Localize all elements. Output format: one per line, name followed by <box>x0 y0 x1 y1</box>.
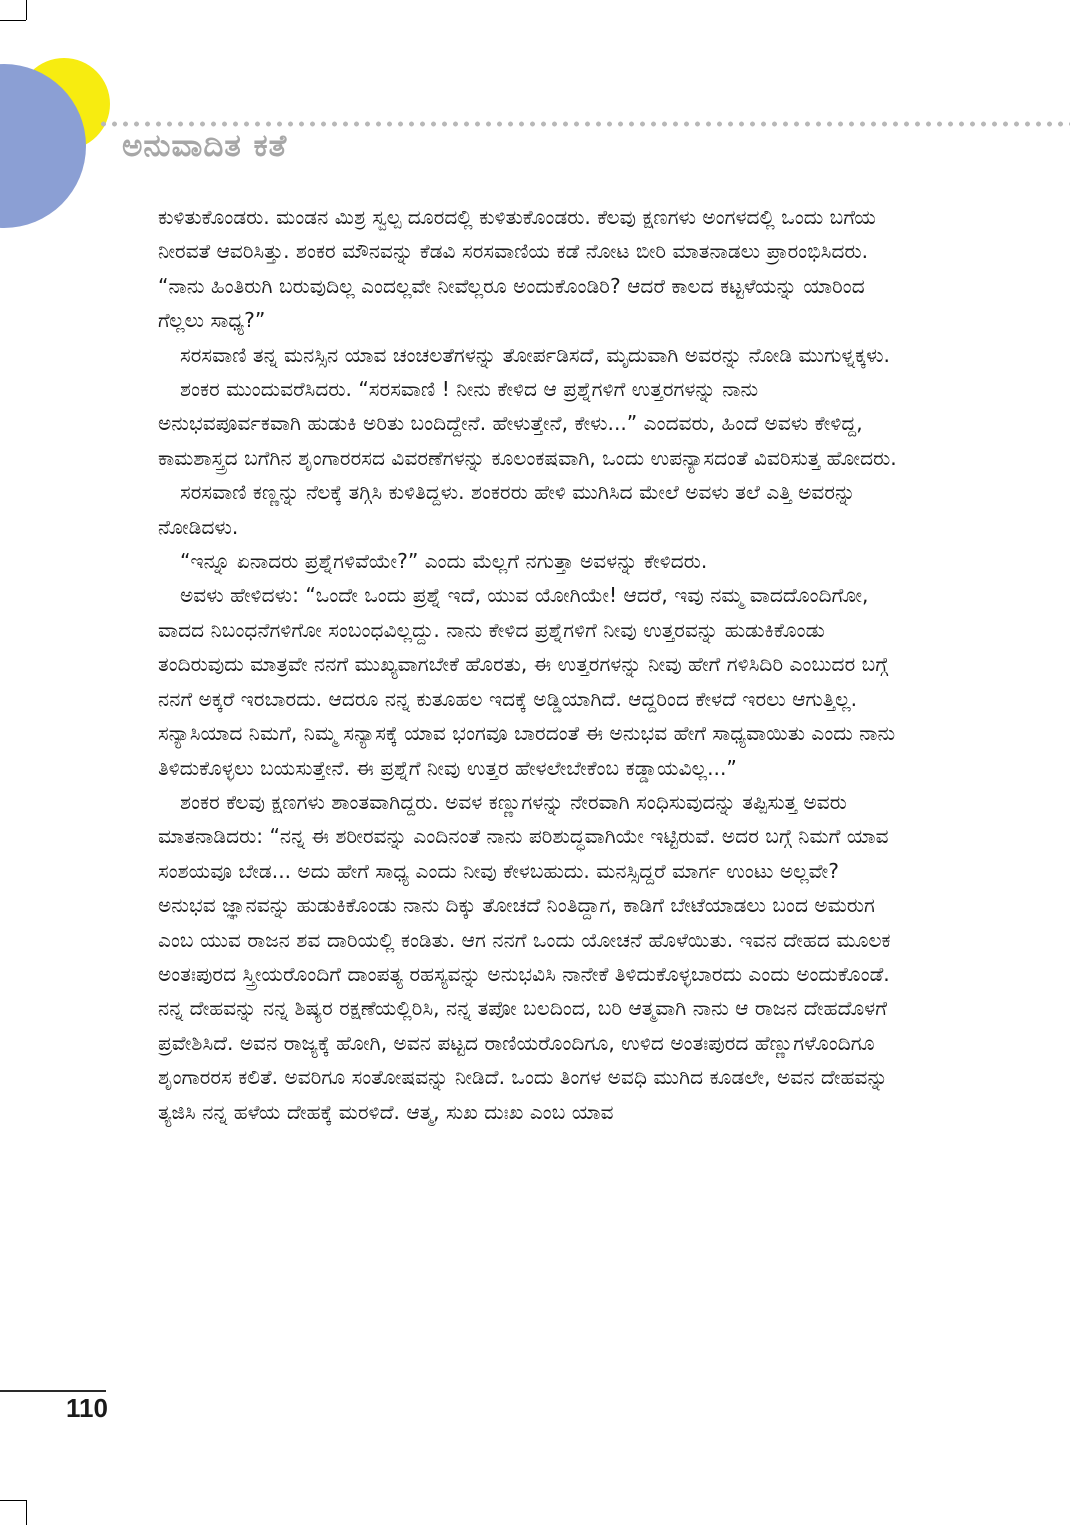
crop-mark-bottom-left-horizontal <box>0 1500 26 1501</box>
paragraph: ಸರಸವಾಣಿ ತನ್ನ ಮನಸ್ಸಿನ ಯಾವ ಚಂಚಲತೆಗಳನ್ನು ತೋರ್ಪಡಿಸದೆ, ಮೃದುವಾಗಿ ಅವರನ್ನು ನೋಡಿ ಮುಗುಳ್ನಕ್ಕಳು. <box>180 342 890 367</box>
paragraph: ಶಂಕರ ಕೆಲವು ಕ್ಷಣಗಳು ಶಾಂತವಾಗಿದ್ದರು. ಅವಳ ಕಣ್ಣುಗಳನ್ನು ನೇರವಾಗಿ ಸಂಧಿಸುವುದನ್ನು ತಪ್ಪಿಸುತ್ತ ಅವರು ಮಾತನಾಡಿದರು: “ನನ್ನ ಈ ಶರೀರವನ್ನು ಎಂದಿನಂತೆ ನಾನು ಪರಿಶುದ್ಧವಾಗಿಯೇ ಇಟ್ಟಿರುವೆ. ಅದರ ಬಗ್ಗೆ ನಿಮಗೆ ಯಾವ ಸಂಶಯವೂ ಬೇಡ... ಅದು ಹೇಗೆ ಸಾಧ್ಯ ಎಂದು ನೀವು ಕೇಳಬಹುದು. ಮನಸ್ಸಿದ್ದರೆ ಮಾರ್ಗ ಉಂಟು ಅಲ್ಲವೇ? ಅನುಭವ ಜ್ಞಾನವನ್ನು ಹುಡುಕಿಕೊಂಡು ನಾನು ದಿಕ್ಕು ತೋಚದೆ ನಿಂತಿದ್ದಾಗ, ಕಾಡಿಗೆ ಬೇಟೆಯಾಡಲು ಬಂದ ಅಮರುಗ ಎಂಬ ಯುವ ರಾಜನ ಶವ ದಾರಿಯಲ್ಲಿ ಕಂಡಿತು. ಆಗ ನನಗೆ ಒಂದು ಯೋಚನೆ ಹೊಳೆಯಿತು. ಇವನ ದೇಹದ ಮೂಲಕ ಅಂತಃಪುರದ ಸ್ತ್ರೀಯರೊಂದಿಗೆ ದಾಂಪತ್ಯ ರಹಸ್ಯವನ್ನು ಅನುಭವಿಸಿ ನಾನೇಕೆ ತಿಳಿದುಕೊಳ್ಳಬಾರದು ಎಂದು ಅಂದುಕೊಂಡೆ. ನನ್ನ ದೇಹವನ್ನು ನನ್ನ ಶಿಷ್ಯರ ರಕ್ಷಣೆಯಲ್ಲಿರಿಸಿ, ನನ್ನ ತಪೋ ಬಲದಿಂದ, ಬರಿ ಆತ್ಮವಾಗಿ ನಾನು ಆ ರಾಜನ ದೇಹದೊಳಗೆ ಪ್ರವೇಶಿಸಿದೆ. ಅವನ ರಾಜ್ಯಕ್ಕೆ ಹೋಗಿ, ಅವನ ಪಟ್ಟದ ರಾಣಿಯರೊಂದಿಗೂ, ಉಳಿದ ಅಂತಃಪುರದ ಹೆಣ್ಣುಗಳೊಂದಿಗೂ ಶೃಂಗಾರರಸ ಕಲಿತೆ. ಅವರಿಗೂ ಸಂತೋಷವನ್ನು ನೀಡಿದೆ. ಒಂದು ತಿಂಗಳ ಅವಧಿ ಮುಗಿದ ಕೂಡಲೇ, ಅವನ ದೇಹವನ್ನು ತ್ಯಜಿಸಿ ನನ್ನ ಹಳೆಯ ದೇಹಕ್ಕೆ ಮರಳಿದೆ. ಆತ್ಮ, ಸುಖ ದುಃಖ ಎಂಬ ಯಾವ <box>158 789 891 1124</box>
crop-mark-top-left-vertical <box>26 0 27 20</box>
paragraph: “ಇನ್ನೂ ಏನಾದರು ಪ್ರಶ್ನೆಗಳಿವೆಯೇ?” ಎಂದು ಮೆಲ್ಲಗೆ ನಗುತ್ತಾ ಅವಳನ್ನು ಕೇಳಿದರು. <box>180 549 708 574</box>
page-number-rule <box>0 1390 106 1392</box>
story-body <box>158 200 903 1129</box>
crop-mark-bottom-left-vertical <box>26 1500 27 1525</box>
crop-mark-top-left-horizontal <box>0 20 26 21</box>
page-number: 110 <box>66 1393 108 1423</box>
section-title: ಅನುವಾದಿತ ಕತೆ <box>122 128 288 164</box>
paragraph: ಕುಳಿತುಕೊಂಡರು. ಮಂಡನ ಮಿಶ್ರ ಸ್ವಲ್ಪ ದೂರದಲ್ಲಿ ಕುಳಿತುಕೊಂಡರು. ಕೆಲವು ಕ್ಷಣಗಳು ಅಂಗಳದಲ್ಲಿ ಒಂದು ಬಗೆಯ ನೀರವತೆ ಆವರಿಸಿತ್ತು. ಶಂಕರ ಮೌನವನ್ನು ಕೆಡವಿ ಸರಸವಾಣಿಯ ಕಡೆ ನೋಟ ಬೀರಿ ಮಾತನಾಡಲು ಪ್ರಾರಂಭಿಸಿದರು. “ನಾನು ಹಿಂತಿರುಗಿ ಬರುವುದಿಲ್ಲ ಎಂದಲ್ಲವೇ ನೀವೆಲ್ಲರೂ ಅಂದುಕೊಂಡಿರಿ? ಆದರೆ ಕಾಲದ ಕಟ್ಟಳೆಯನ್ನು ಯಾರಿಂದ ಗೆಲ್ಲಲು ಸಾಧ್ಯ?” <box>158 205 877 333</box>
paragraph: ಶಂಕರ ಮುಂದುವರೆಸಿದರು. “ಸರಸವಾಣಿ ! ನೀನು ಕೇಳಿದ ಆ ಪ್ರಶ್ನೆಗಳಿಗೆ ಉತ್ತರಗಳನ್ನು ನಾನು ಅನುಭವಪೂರ್ವಕವಾಗಿ ಹುಡುಕಿ ಅರಿತು ಬಂದಿದ್ದೇನೆ. ಹೇಳುತ್ತೇನೆ, ಕೇಳು...” ಎಂದವರು, ಹಿಂದೆ ಅವಳು ಕೇಳಿದ್ದ, ಕಾಮಶಾಸ್ತ್ರದ ಬಗೆಗಿನ ಶೃಂಗಾರರಸದ ವಿವರಣೆಗಳನ್ನು ಕೂಲಂಕಷವಾಗಿ, ಒಂದು ಉಪನ್ಯಾಸದಂತೆ ವಿವರಿಸುತ್ತ ಹೋದರು. <box>158 377 897 470</box>
paragraph: ಅವಳು ಹೇಳಿದಳು: “ಒಂದೇ ಒಂದು ಪ್ರಶ್ನೆ ಇದೆ, ಯುವ ಯೋಗಿಯೇ! ಆದರೆ, ಇವು ನಮ್ಮ ವಾದದೊಂದಿಗೋ, ವಾದದ ನಿಬಂಧನೆಗಳಿಗೋ ಸಂಬಂಧವಿಲ್ಲದ್ದು. ನಾನು ಕೇಳಿದ ಪ್ರಶ್ನೆಗಳಿಗೆ ನೀವು ಉತ್ತರವನ್ನು ಹುಡುಕಿಕೊಂಡು ತಂದಿರುವುದು ಮಾತ್ರವೇ ನನಗೆ ಮುಖ್ಯವಾಗಬೇಕೆ ಹೊರತು, ಈ ಉತ್ತರಗಳನ್ನು ನೀವು ಹೇಗೆ ಗಳಿಸಿದಿರಿ ಎಂಬುದರ ಬಗ್ಗೆ ನನಗೆ ಅಕ್ಕರೆ ಇರಬಾರದು. ಆದರೂ ನನ್ನ ಕುತೂಹಲ ಇದಕ್ಕೆ ಅಡ್ಡಿಯಾಗಿದೆ. ಆದ್ದರಿಂದ ಕೇಳದೆ ಇರಲು ಆಗುತ್ತಿಲ್ಲ. ಸನ್ಯಾಸಿಯಾದ ನಿಮಗೆ, ನಿಮ್ಮ ಸನ್ಯಾಸಕ್ಕೆ ಯಾವ ಭಂಗವೂ ಬಾರದಂತೆ ಈ ಅನುಭವ ಹೇಗೆ ಸಾಧ್ಯವಾಯಿತು ಎಂದು ನಾನು ತಿಳಿದುಕೊಳ್ಳಲು ಬಯಸುತ್ತೇನೆ. ಈ ಪ್ರಶ್ನೆಗೆ ನೀವು ಉತ್ತರ ಹೇಳಲೇಬೇಕೆಂಬ ಕಡ್ಡಾಯವಿಲ್ಲ...” <box>158 583 896 780</box>
paragraph: ಸರಸವಾಣಿ ಕಣ್ಣನ್ನು ನೆಲಕ್ಕೆ ತಗ್ಗಿಸಿ ಕುಳಿತಿದ್ದಳು. ಶಂಕರರು ಹೇಳಿ ಮುಗಿಸಿದ ಮೇಲೆ ಅವಳು ತಲೆ ಎತ್ತಿ ಅವರನ್ನು ನೋಡಿದಳು. <box>158 480 856 539</box>
dotted-header-rule <box>98 121 1070 127</box>
